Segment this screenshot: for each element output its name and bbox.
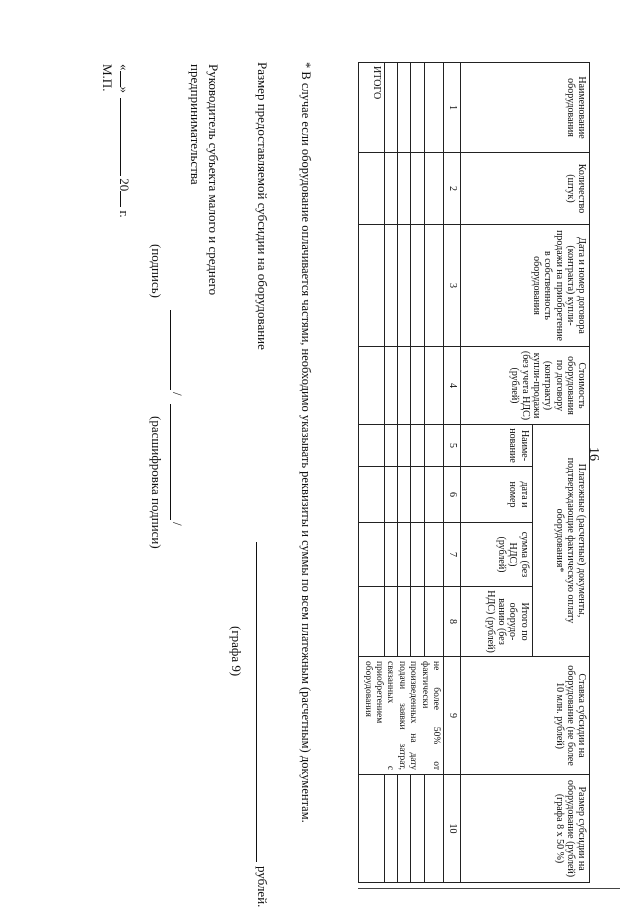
- bottom-rule: [358, 888, 620, 889]
- signature-captions: [146, 64, 164, 884]
- header-contract: Дата и номер договора (контракта) купли-продажи на приобретение в собственность оборудования: [461, 225, 590, 347]
- stamp-place: М.П.: [100, 64, 115, 92]
- table-cell: [424, 523, 443, 587]
- table-cell: [411, 587, 424, 657]
- header-pay-name: Наиме-нование: [461, 425, 533, 467]
- table-cell: [411, 225, 424, 347]
- table-cell: [424, 587, 443, 657]
- table-cell: [384, 347, 397, 425]
- table-cell: [359, 775, 384, 883]
- header-cost: Стоимость оборудования по договору (контракту) купли-продажи (без учета НДС) (рублей): [461, 347, 590, 425]
- table-cell: [397, 225, 410, 347]
- column-number: 5: [444, 425, 461, 467]
- subsidy-column-ref: (графа 9): [229, 626, 244, 677]
- table-cell: [359, 523, 384, 587]
- table-row: [424, 63, 443, 883]
- column-number: 1: [444, 63, 461, 153]
- date-close-quote: »: [117, 86, 132, 93]
- date-suffix: г.: [117, 210, 132, 218]
- table-cell: [397, 63, 410, 153]
- table-cell: [411, 775, 424, 883]
- rate-note-cell: не более 50% от фактически произведенных на дату подачи заявки затрат, связанных с приобретением оборудования: [359, 657, 444, 775]
- table-cell: [359, 587, 384, 657]
- table-cell: [424, 775, 443, 883]
- table-cell: [384, 225, 397, 347]
- header-subsidy-amount: Размер субсидии на оборудование (рублей) (графа 8 х 50 %): [461, 775, 590, 883]
- signature-caption: (подпись): [149, 244, 164, 298]
- date-line: [116, 64, 132, 218]
- table-cell: [397, 523, 410, 587]
- column-number: 3: [444, 225, 461, 347]
- table-cell: [384, 523, 397, 587]
- signature-slash: /: [170, 392, 185, 396]
- header-quantity: Количество (штук): [461, 153, 590, 225]
- header-payment-group: Платежные (расчетные) документы, подтверждающие фактическую оплату оборудования*: [532, 425, 589, 657]
- table-cell: [411, 63, 424, 153]
- signature-blank: [170, 310, 171, 390]
- table-cell: [411, 425, 424, 467]
- header-rate: Ставка субсидии на оборудование (не более 10 млн. рублей): [461, 657, 590, 775]
- table-cell: [397, 153, 410, 225]
- table-cell: [411, 153, 424, 225]
- head-title-line1: Руководитель субъекта малого и среднего: [206, 64, 221, 296]
- table-cell: [411, 523, 424, 587]
- column-number: 8: [444, 587, 461, 657]
- equipment-table: [358, 62, 590, 883]
- table-cell: [359, 425, 384, 467]
- column-number: 4: [444, 347, 461, 425]
- date-year: 20: [117, 178, 132, 192]
- rotated-page-content: [0, 52, 590, 912]
- table-cell: [359, 467, 384, 523]
- signature-decode-blank: [170, 404, 171, 520]
- table-cell: [384, 467, 397, 523]
- column-number: 2: [444, 153, 461, 225]
- column-number: 10: [444, 775, 461, 883]
- column-number: 9: [444, 657, 461, 775]
- table-cell: [397, 467, 410, 523]
- head-title-line2: предпринимательства: [188, 64, 204, 185]
- subsidy-size-blank: [256, 542, 257, 862]
- signature-line: [165, 64, 185, 884]
- table-cell: [424, 467, 443, 523]
- table-cell: [424, 347, 443, 425]
- decode-caption: (расшифровка подписи): [149, 416, 164, 549]
- total-label: ИТОГО: [359, 63, 384, 153]
- table-cell: [359, 225, 384, 347]
- footnote: * В случае если оборудование оплачивается частями, необходимо указывать реквизиты и суммы по всем платежным (расчетным) документам.: [299, 62, 313, 823]
- page-number: 16: [586, 447, 601, 461]
- table-cell: [359, 347, 384, 425]
- table-cell: [424, 225, 443, 347]
- table-cell: [424, 153, 443, 225]
- subsidy-size-unit: рублей.: [255, 866, 270, 908]
- table-cell: [424, 63, 443, 153]
- header-total-paid: Итого по оборудо-ванию (без НДС) (рублей): [461, 587, 533, 657]
- table-cell: [411, 347, 424, 425]
- date-open-quote: «: [117, 64, 132, 71]
- date-month-blank: [120, 98, 131, 176]
- table-cell: [384, 153, 397, 225]
- header-name: Наименование оборудования: [461, 63, 590, 153]
- date-year-blank: [120, 191, 131, 207]
- table-header-row: [532, 63, 589, 883]
- header-pay-sum: сумма (без НДС) (рублей): [461, 523, 533, 587]
- head-title: [187, 64, 222, 295]
- table-cell: [384, 425, 397, 467]
- table-cell: [384, 587, 397, 657]
- header-pay-date-number: дата и номер: [461, 467, 533, 523]
- date-day-blank: [120, 71, 131, 87]
- column-number: 7: [444, 523, 461, 587]
- table-cell: [397, 587, 410, 657]
- subsidy-size-label: Размер предоставляемой субсидии на оборудование: [255, 62, 270, 350]
- table-cell: [397, 775, 410, 883]
- table-cell: [384, 63, 397, 153]
- table-cell: [411, 467, 424, 523]
- signature-slash: /: [170, 522, 185, 526]
- table-cell: [424, 425, 443, 467]
- table-cell: [397, 425, 410, 467]
- table-cell: [397, 347, 410, 425]
- table-cell: [384, 775, 397, 883]
- table-cell: [359, 153, 384, 225]
- column-number: 6: [444, 467, 461, 523]
- column-number-row: [444, 63, 461, 883]
